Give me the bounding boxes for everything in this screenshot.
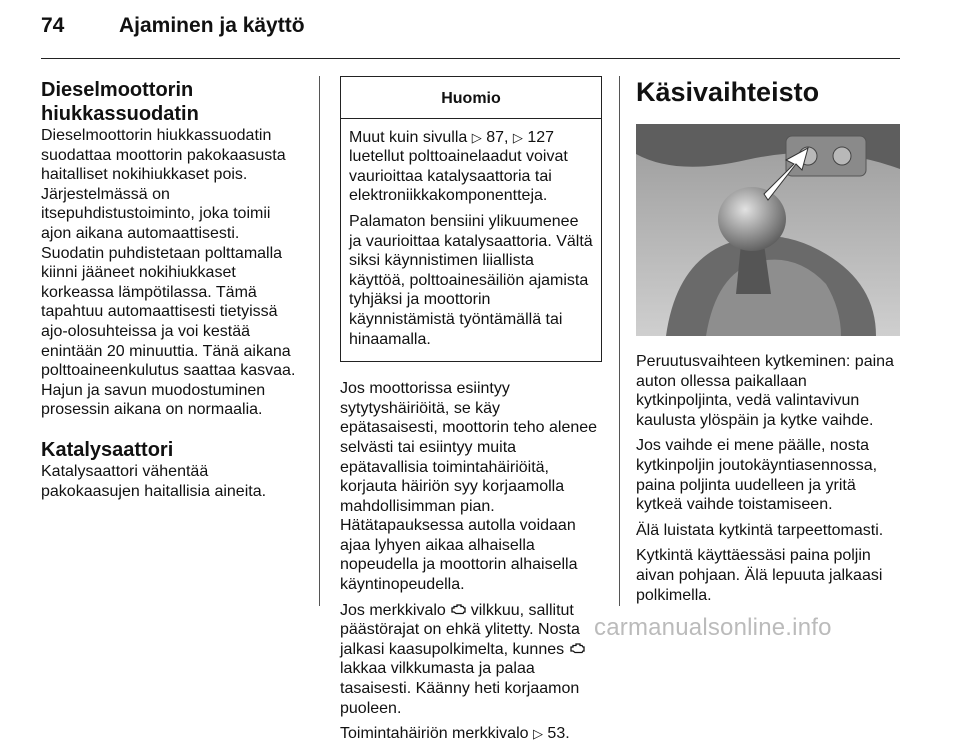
page-ref[interactable]: 87,: [486, 128, 509, 146]
warning-light-paragraph: Jos merkkivalo vilkkuu, sallitut päästörajat on ehkä ylitetty. Nosta jalkasi kaasupolkimelta, kunnes lakkaa vilkkumasta ja palaa tasaisesti. Käänny heti korjaamon puoleen.: [340, 601, 602, 719]
notice-paragraph-1: Muut kuin sivulla ▷ 87, ▷ 127 luetellut polttoainelaadut voivat vaurioittaa katalysaattoria tai elektroniikkakomponentteja.: [349, 128, 568, 205]
clutch-slip-paragraph: Älä luistata kytkintä tarpeettomasti.: [636, 521, 884, 539]
catalytic-paragraph: Katalysaattori vähentää pakokaasujen haitallisia aineita.: [41, 462, 267, 500]
misfire-paragraph: Jos moottorissa esiintyy sytytyshäiriöitä, se käy epätasaisesti, moottorin teho alenee selvästi tai esiintyy muita epätavallisia toimintahäiriöitä, korjauta häiriön syy korjaamolla mahdollisimman pian. Hätätapauksessa autolla voidaan ajaa lyhyen aikaa alhaisella nopeudella ja moottorin alhaisella käyntinopeudella.: [340, 380, 598, 594]
notice-title: Huomio: [341, 77, 601, 119]
right-column: [636, 76, 904, 611]
heading-manual-transmission: Käsivaihteisto: [636, 77, 820, 107]
notice-paragraph-2: Palamaton bensiini ylikuumenee ja vaurioittaa katalysaattoria. Vältä siksi käynnistimen liiallista käyttöä, polttoainesäiliön ajamista tyhjäksi ja moottorin käynnistämistä työntämällä tai hinaamalla.: [349, 212, 593, 348]
column-divider-left: [319, 76, 320, 606]
middle-column: [340, 76, 602, 750]
malfunction-light-paragraph: Toimintahäiriön merkkivalo ▷ 53.: [340, 725, 570, 743]
left-column: [41, 78, 305, 507]
page-number: 74: [41, 14, 65, 37]
reverse-gear-paragraph: Peruutusvaihteen kytkeminen: paina auton ollessa paikallaan kytkinpoljinta, vedä valintavivun kaulusta ylöspäin ja kytke vaihde.: [636, 353, 894, 429]
heading-particulate-filter: Dieselmoottorin hiukkassuodatin: [41, 79, 199, 125]
page-ref[interactable]: 53.: [547, 725, 570, 743]
filter-paragraph: Dieselmoottorin hiukkassuodatin suodattaa moottorin pakokaasusta haitalliset nokihiukkaset pois. Järjestelmässä on itsepuhdistustoiminto, joka toimii ajon aikana automaattisesti. Suodatin puhdistetaan polttamalla kiinni jääneet nokihiukkaset korkeassa lämpötilassa. Tämä tapahtuu automaattisesti tietyissä ajo-olosuhteissa ja voi kestää enintään 20 minuuttia. Tänä aikana polttoaineenkulutus saattaa kasvaa. Hajun ja savun muodostuminen prosessin aikana on normaalia.: [41, 127, 296, 419]
notice-box: [340, 76, 602, 362]
page-header: [41, 14, 305, 38]
column-divider-right: [619, 76, 620, 606]
page-reference-icon: ▷: [532, 726, 543, 742]
clutch-use-paragraph: Kytkintä käyttäessäsi paina poljin aivan pohjaan. Älä lepuuta jalkaasi polkimella.: [636, 547, 883, 604]
heading-catalytic-converter: Katalysaattori: [41, 438, 174, 461]
engine-warning-icon: [450, 603, 466, 617]
page-ref[interactable]: 127: [527, 128, 555, 146]
page-reference-icon: ▷: [512, 129, 523, 145]
header-rule: [41, 58, 900, 59]
gear-shift-illustration: [636, 124, 900, 336]
engine-warning-icon: [569, 642, 585, 656]
gear-retry-paragraph: Jos vaihde ei mene päälle, nosta kytkinpoljin joutokäyntiasennossa, paina poljinta uudelleen ja yritä kytkeä vaihde toistamiseen.: [636, 437, 878, 514]
page-reference-icon: ▷: [471, 129, 482, 145]
chapter-title: Ajaminen ja käyttö: [119, 14, 305, 37]
watermark: carmanualsonline.info: [594, 614, 832, 641]
